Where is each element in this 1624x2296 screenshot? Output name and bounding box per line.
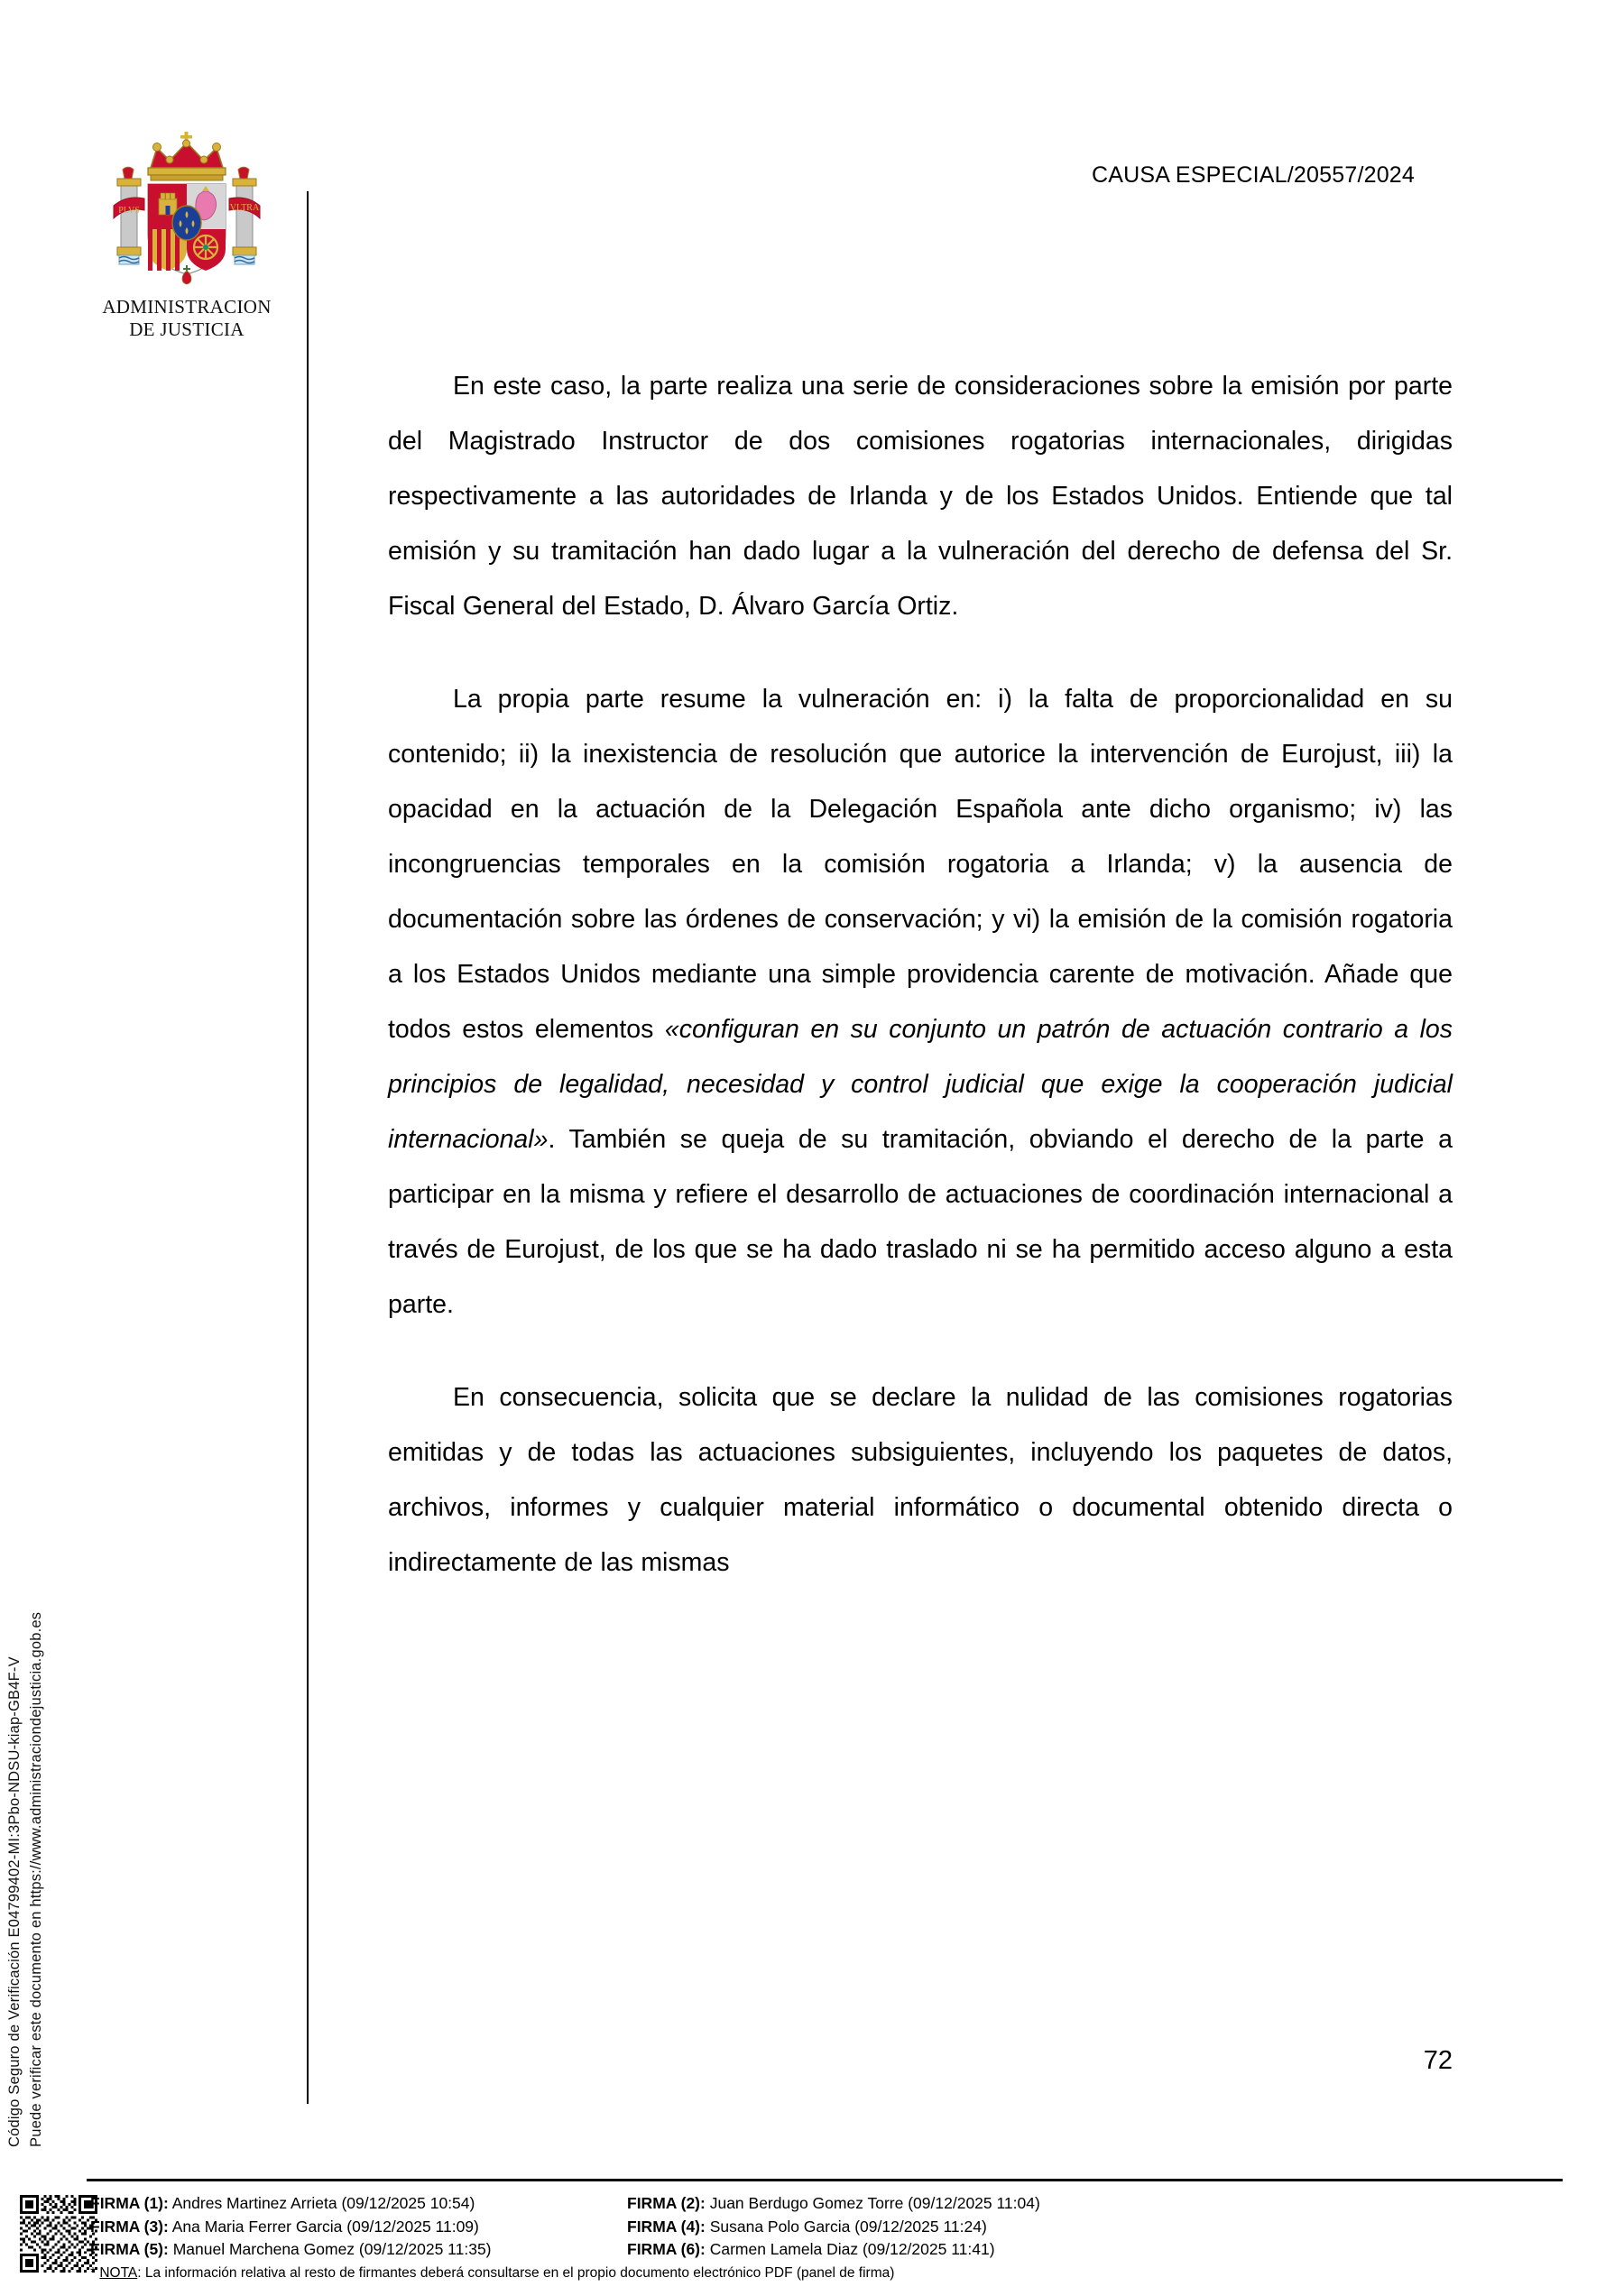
margin-verification-code: Código Seguro de Verificación E04799402-MI:3Pbo-NDSU-kiap-GB4F-V xyxy=(6,1656,23,2147)
body-paragraph xyxy=(388,672,1453,1332)
text-run: En consecuencia, solicita que se declare la nulidad de las comisiones rogatorias emitidas y de todas las actuaciones subsiguientes, incluyendo los paquetes de datos, archivos, informes y cualquier material informático o documental obtenido directa o indirectamente de las mismas xyxy=(388,1383,1453,1577)
svg-text:PLVS: PLVS xyxy=(118,206,140,216)
signature-grid xyxy=(90,2192,1570,2262)
body-paragraph xyxy=(388,1370,1453,1591)
signature-label: FIRMA (2): xyxy=(627,2194,706,2212)
signature-note: * NOTA: La información relativa al resto de firmantes deberá consultarse en el propio documento electrónico PDF (panel de firma) xyxy=(90,2264,895,2281)
signature-line: FIRMA (2): Juan Berdugo Gomez Torre (09/12/2025 11:04) xyxy=(627,2194,1040,2212)
text-run: La propia parte resume la vulneración en: i) la falta de proporcionalidad en su contenido; ii) la inexistencia de resolución que autorice la intervención de Eurojust, iii) la opacidad en la actuación de la Delegación Española ante dicho organismo; iv) las incongruencias temporales en la comisión rogatoria a Irlanda; v) la ausencia de documentación sobre las órdenes de conservación; y vi) la emisión de la comisión rogatoria a los Estados Unidos mediante una simple providencia carente de motivación. Añade que todos estos elementos xyxy=(388,685,1453,1044)
margin-verification-strip xyxy=(6,1028,60,2147)
note-keyword: NOTA xyxy=(99,2264,138,2281)
qr-code-icon xyxy=(20,2187,97,2281)
body-paragraph xyxy=(388,359,1453,634)
footer-separator xyxy=(87,2179,1563,2181)
signature-label: FIRMA (5): xyxy=(90,2240,169,2258)
quoted-italic-run: «configuran en su conjunto un patrón de actuación contrario a los principios de legalidad, necesidad y control judicial que exige la cooperación judicial internacional» xyxy=(388,1015,1453,1154)
page-number: 72 xyxy=(1423,2046,1453,2075)
spain-coat-of-arms-icon xyxy=(101,128,272,295)
signature-line: FIRMA (1): Andres Martinez Arrieta (09/12/2025 10:54) xyxy=(90,2194,475,2212)
text-run: En este caso, la parte realiza una serie de consideraciones sobre la emisión por parte del Magistrado Instructor de dos comisiones rogatorias internacionales, dirigidas respectivamente a las autoridades de Irlanda y de los Estados Unidos. Entiende que tal emisión y su tramitación han dado lugar a la vulneración del derecho de defensa del Sr. Fiscal General del Estado, D. Álvaro García Ortiz. xyxy=(388,372,1453,621)
document-body xyxy=(388,359,1453,1591)
margin-verification-url: Puede verificar este documento en https://www.administraciondejusticia.gob.es xyxy=(28,1611,44,2147)
signature-block xyxy=(90,2192,1570,2282)
vertical-divider-rule xyxy=(307,191,309,2104)
signature-line: FIRMA (5): Manuel Marchena Gomez (09/12/2025 11:35) xyxy=(90,2240,492,2258)
signature-line: FIRMA (3): Ana Maria Ferrer Garcia (09/12/2025 11:09) xyxy=(90,2217,479,2236)
signature-line: FIRMA (6): Carmen Lamela Diaz (09/12/2025 11:41) xyxy=(627,2240,995,2258)
emblem-caption-line-2: DE JUSTICIA xyxy=(129,318,245,340)
signature-label: FIRMA (1): xyxy=(90,2194,169,2212)
svg-text:VLTRA: VLTRA xyxy=(229,203,260,213)
case-reference: CAUSA ESPECIAL/20557/2024 xyxy=(1092,162,1416,188)
signature-label: FIRMA (3): xyxy=(90,2217,169,2236)
signature-label: FIRMA (4): xyxy=(627,2217,706,2236)
signature-label: FIRMA (6): xyxy=(627,2240,706,2258)
emblem-caption-line-1: ADMINISTRACION xyxy=(102,296,272,318)
text-run: . También se queja de su tramitación, obviando el derecho de la parte a participar en la misma y refiere el desarrollo de actuaciones de coordinación internacional a través de Eurojust, de los que se ha dado traslado ni se ha permitido acceso alguno a esta parte. xyxy=(388,1125,1453,1319)
emblem-caption xyxy=(74,296,300,341)
signature-line: FIRMA (4): Susana Polo Garcia (09/12/2025 11:24) xyxy=(627,2217,987,2236)
